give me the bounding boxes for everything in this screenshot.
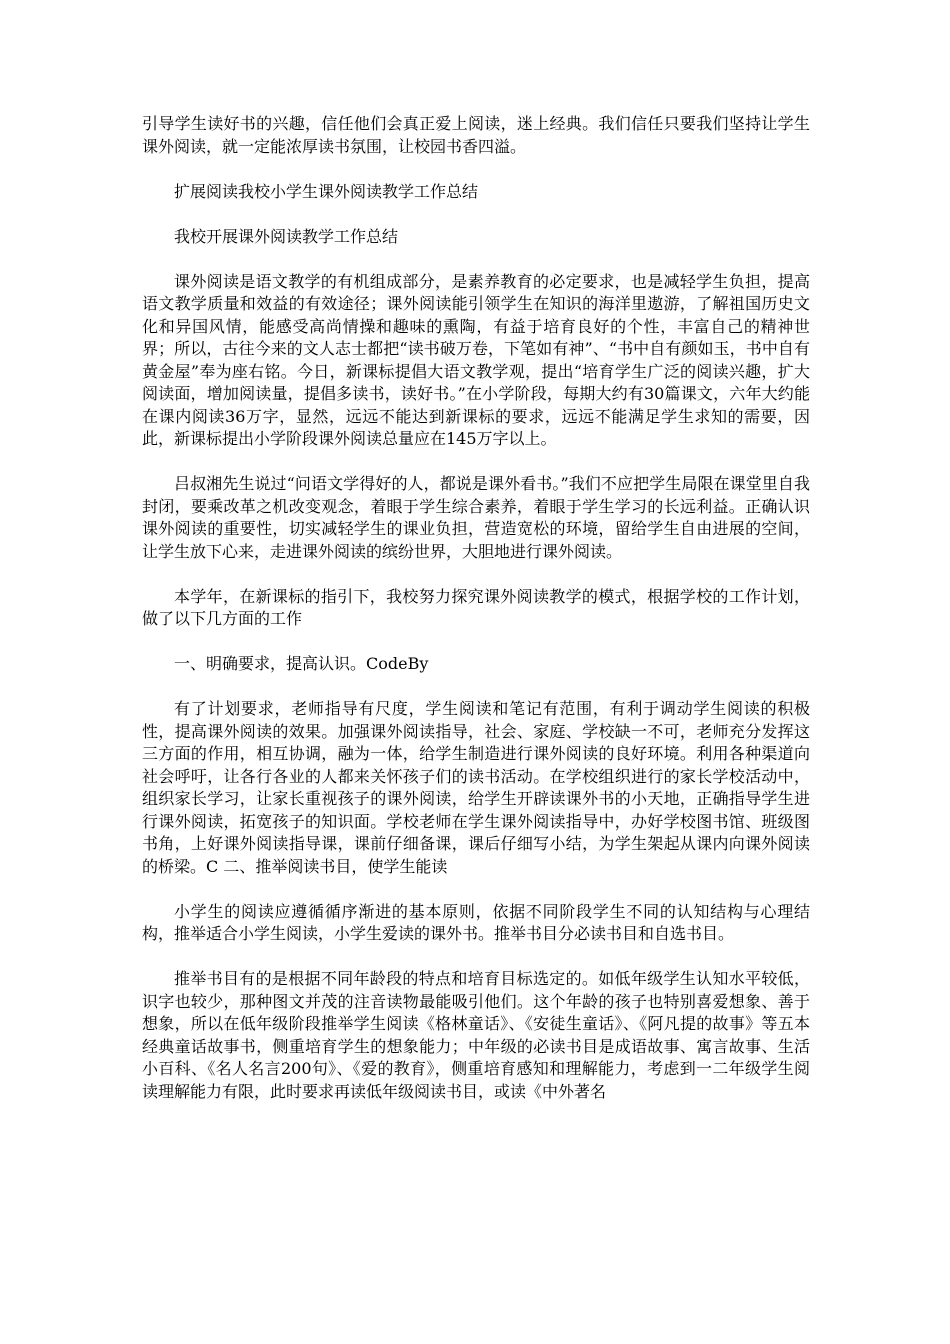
document-body — [142, 113, 810, 1103]
paragraph-plan-requirements: 有了计划要求，老师指导有尺度，学生阅读和笔记有范围，有利于调动学生阅读的积极性，提高课外阅读的效果。加强课外阅读指导，社会、家庭、学校缺一不可，老师充分发挥这三方面的作用，相互协调，融为一体，给学生制造进行课外阅读的良好环境。利用各种渠道向社会呼吁，让各行各业的人都来关怀孩子们的读书活动。在学校组织进行的家长学校活动中，组织家长学习，让家长重视孩子的课外阅读，给学生开辟读课外书的小天地，正确指导学生进行课外阅读，拓宽孩子的知识面。学校老师在学生课外阅读指导中，办好学校图书馆、班级图书角，上好课外阅读指导课，课前仔细备课，课后仔细写小结，为学生架起从课内向课外阅读的桥梁。C 二、推举阅读书目，使学生能读 — [142, 699, 810, 876]
section-heading-clear-requirements: 一、明确要求，提高认识。CodeBy — [174, 654, 429, 673]
paragraph-intro-continuation: 引导学生读好书的兴趣，信任他们会真正爱上阅读，迷上经典。我们信任只要我们坚持让学生课外阅读，就一定能浓厚读书氛围，让校园书香四溢。 — [142, 114, 810, 156]
heading-work-summary: 我校开展课外阅读教学工作总结 — [174, 226, 399, 246]
heading-extended-reading: 扩展阅读我校小学生课外阅读教学工作总结 — [174, 181, 479, 201]
paragraph-reading-importance: 课外阅读是语文教学的有机组成部分，是素养教育的必定要求，也是减轻学生负担，提高语文教学质量和效益的有效途径；课外阅读能引领学生在知识的海洋里遨游，了解祖国历史文化和异国风情，能感受高尚情操和趣味的熏陶，有益于培育良好的个性，丰富自己的精神世界；所以，古往今来的文人志士都把“读书破万卷，下笔如有神”、“书中自有颜如玉，书中自有黄金屋”奉为座右铭。今日，新课标提倡大语文教学观，提出“培育学生广泛的阅读兴趣，扩大阅读面，增加阅读量，提倡多读书，读好书。”在小学阶段，每期大约有30篇课文，六年大约能在课内阅读36万字，显然，远远不能达到新课标的要求，远远不能满足学生求知的需要，因此，新课标提出小学阶段课外阅读总量应在145万字以上。 — [142, 271, 810, 448]
paragraph-lu-shuxiang-quote: 吕叔湘先生说过“问语文学得好的人，都说是课外看书。”我们不应把学生局限在课堂里自我封闭，要乘改革之机改变观念，着眼于学生综合素养，着眼于学生学习的长远利益。正确认识课外阅读的重要性，切实减轻学生的课业负担，营造宽松的环境，留给学生自由进展的空间，让学生放下心来，走进课外阅读的缤纷世界，大胆地进行课外阅读。 — [142, 474, 810, 561]
paragraph-recommended-books: 推举书目有的是根据不同年龄段的特点和培育目标选定的。如低年级学生认知水平较低，识字也较少，那种图文并茂的注音读物最能吸引他们。这个年龄的孩子也特别喜爱想象、善于想象，所以在低年级阶段推举学生阅读《格林童话》、《安徒生童话》、《阿凡提的故事》等五本经典童话故事书，侧重培育学生的想象能力；中年级的必读书目是成语故事、寓言故事、生活小百科、《名人名言200句》、《爱的教育》，侧重培育感知和理解能力，考虑到一二年级学生阅读理解能力有限，此时要求再读低年级阅读书目，或读《中外著名 — [142, 969, 810, 1101]
paragraph-school-year: 本学年，在新课标的指引下，我校努力探究课外阅读教学的模式，根据学校的工作计划，做了以下几方面的工作 — [142, 586, 810, 628]
paragraph-reading-principles: 小学生的阅读应遵循循序渐进的基本原则，依据不同阶段学生不同的认知结构与心理结构，推举适合小学生阅读，小学生爱读的课外书。推举书目分必读书目和自选书目。 — [142, 901, 810, 943]
